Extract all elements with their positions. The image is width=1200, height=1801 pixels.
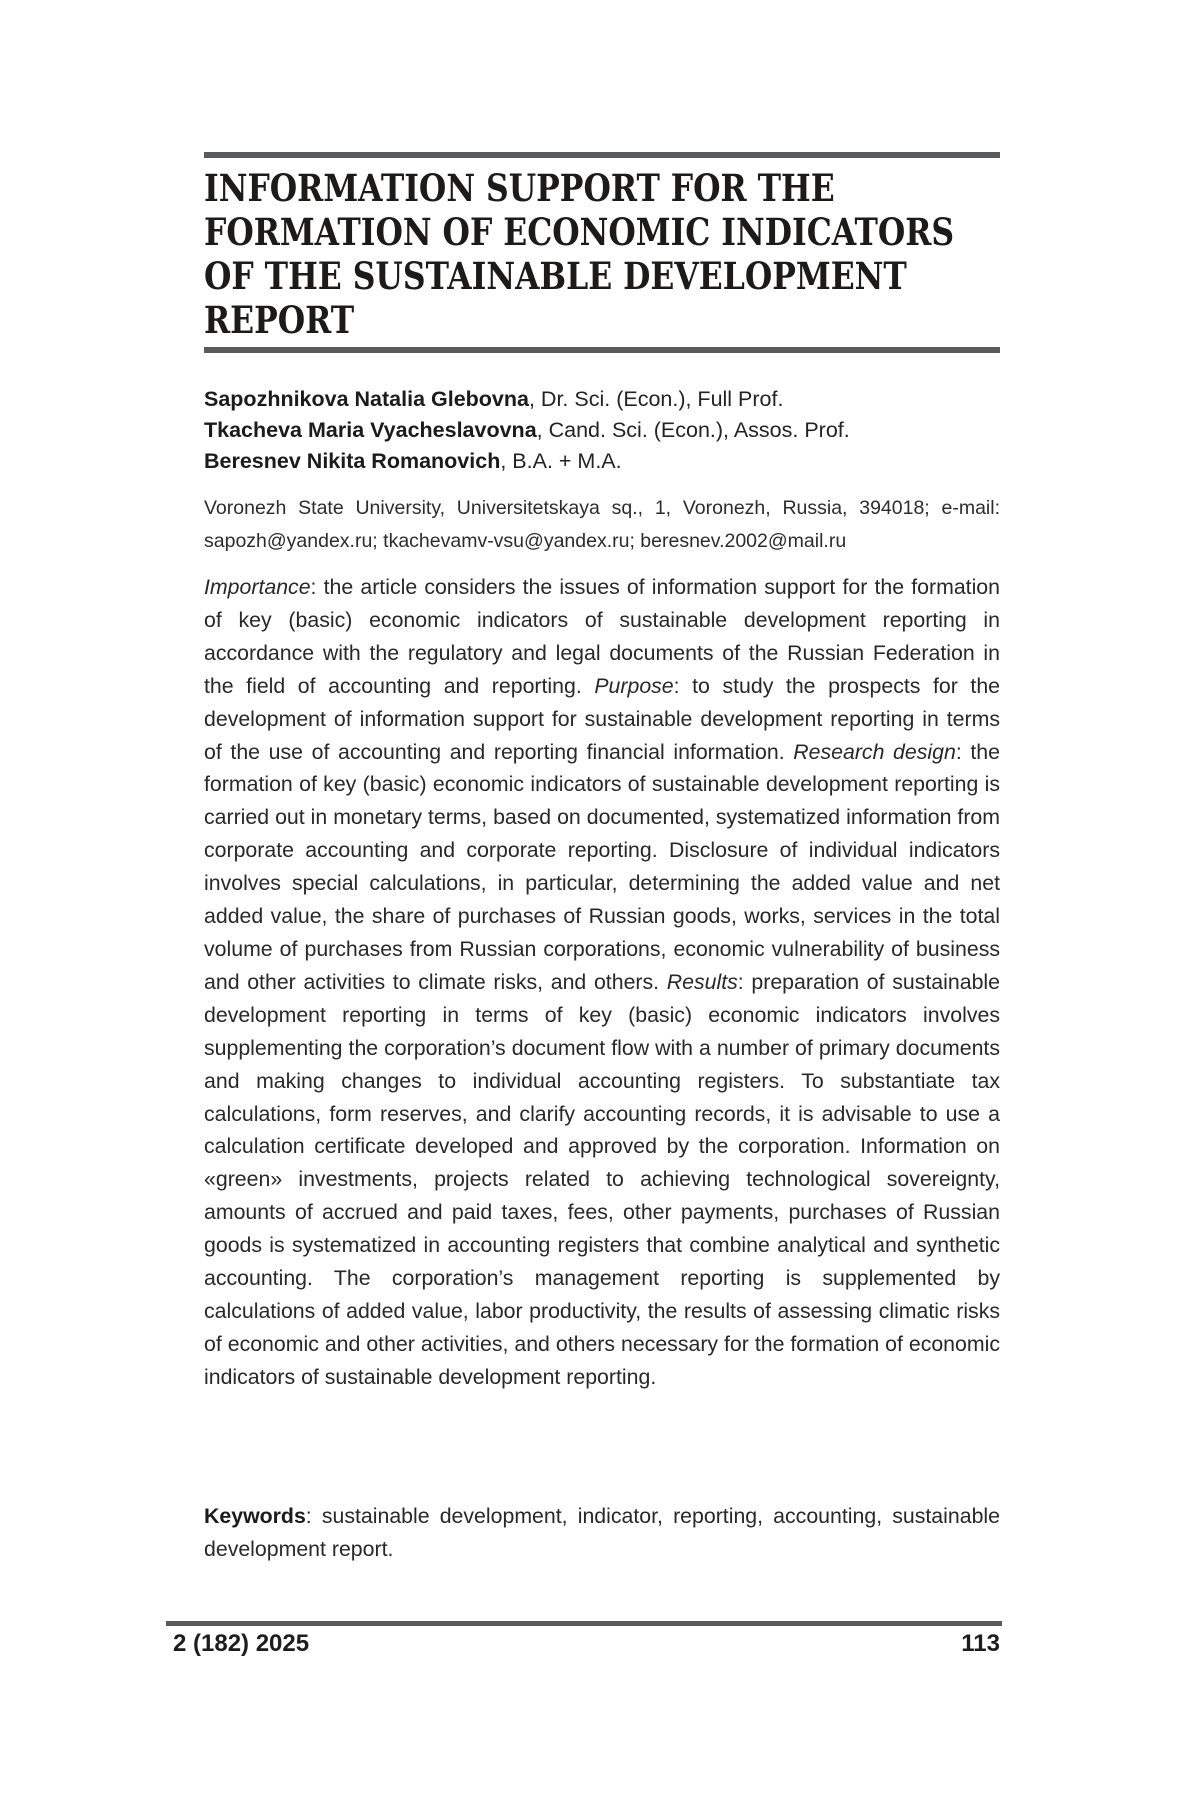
author-name: Sapozhnikova Natalia Glebovna (204, 387, 529, 411)
article-title-line: FORMATION OF ECONOMIC INDICATORS (204, 210, 955, 254)
footer (173, 1630, 1000, 1658)
abstract-text: : to study the prospects for the development of information support for sustainable development reporting in terms of the use of accounting and reporting financial information. (204, 673, 1001, 764)
title-bottom-rule (204, 347, 1000, 353)
journal-issue: 2 (182) 2025 (173, 1630, 310, 1657)
article-title-line: REPORT (204, 298, 355, 342)
author-degrees: , Cand. Sci. (Econ.), Assos. Prof. (536, 418, 850, 442)
author-name: Tkacheva Maria Vyacheslavovna (204, 418, 537, 442)
authors-block (204, 384, 1000, 477)
article-title-line: OF THE SUSTAINABLE DEVELOPMENT (204, 254, 907, 298)
author-line (204, 446, 1000, 477)
author-degrees: , Dr. Sci. (Econ.), Full Prof. (528, 387, 784, 411)
abstract-lead-word: Results (666, 969, 738, 994)
article-title-line: INFORMATION SUPPORT FOR THE (204, 166, 835, 210)
keywords-paragraph (204, 1500, 1000, 1566)
title-top-rule (204, 152, 1000, 158)
author-name: Beresnev Nikita Romanovich (204, 449, 501, 473)
abstract-paragraph (204, 571, 1000, 1394)
keywords-label: Keywords (204, 1504, 306, 1528)
page-number: 113 (961, 1630, 1000, 1657)
affiliation-text: Voronezh State University, Universitetskaya sq., 1, Voronezh, Russia, 394018; e-mail: sapozh@yandex.ru; tkachevamv-vsu@yandex.ru; beresnev.2002@mail.ru (204, 497, 1000, 552)
article-title (204, 166, 1000, 342)
abstract-lead-word: Research design (793, 739, 956, 764)
author-line (204, 415, 1000, 446)
author-degrees: , B.A. + M.A. (500, 449, 622, 473)
abstract-text: : the article considers the issues of information support for the formation of key (basic) economic indicators of sustainable development reporting in accordance with the regulatory and legal documents of the Russian Federation in the field of accounting and reporting. (204, 575, 1000, 698)
abstract-lead-word: Importance (204, 575, 311, 599)
abstract-text: : the formation of key (basic) economic indicators of sustainable development reporting is carried out in monetary terms, based on documented, systematized information from corporate accounting and corporate reporting. Disclosure of individual indicators involves special calculations, in particular, determining the added value and net added value, the share of purchases of Russian goods, works, services in the total volume of purchases from Russian corporations, economic vulnerability of business and other activities to climate risks, and others. (204, 739, 1000, 994)
author-line (204, 384, 1000, 415)
abstract-lead-word: Purpose (594, 673, 674, 698)
abstract-text: : preparation of sustainable development reporting in terms of key (basic) economic indicators involves supplementing the corporation’s document flow with a number of primary documents and making changes to individual accounting registers. To substantiate tax calculations, form reserves, and clarify accounting records, it is advisable to use a calculation certificate developed and approved by the corporation. Information on «green» investments, projects related to achieving technological sovereignty, amounts of accrued and paid taxes, fees, other payments, purchases of Russian goods is systematized in accounting registers that combine analytical and synthetic accounting. The corporation’s management reporting is supplemented by calculations of added value, labor productivity, the results of assessing climatic risks of economic and other activities, and others necessary for the formation of economic indicators of sustainable development reporting. (204, 969, 1000, 1389)
keywords-text: : sustainable development, indicator, reporting, accounting, sustainable development report. (204, 1504, 1000, 1561)
footer-rule (166, 1621, 1002, 1626)
